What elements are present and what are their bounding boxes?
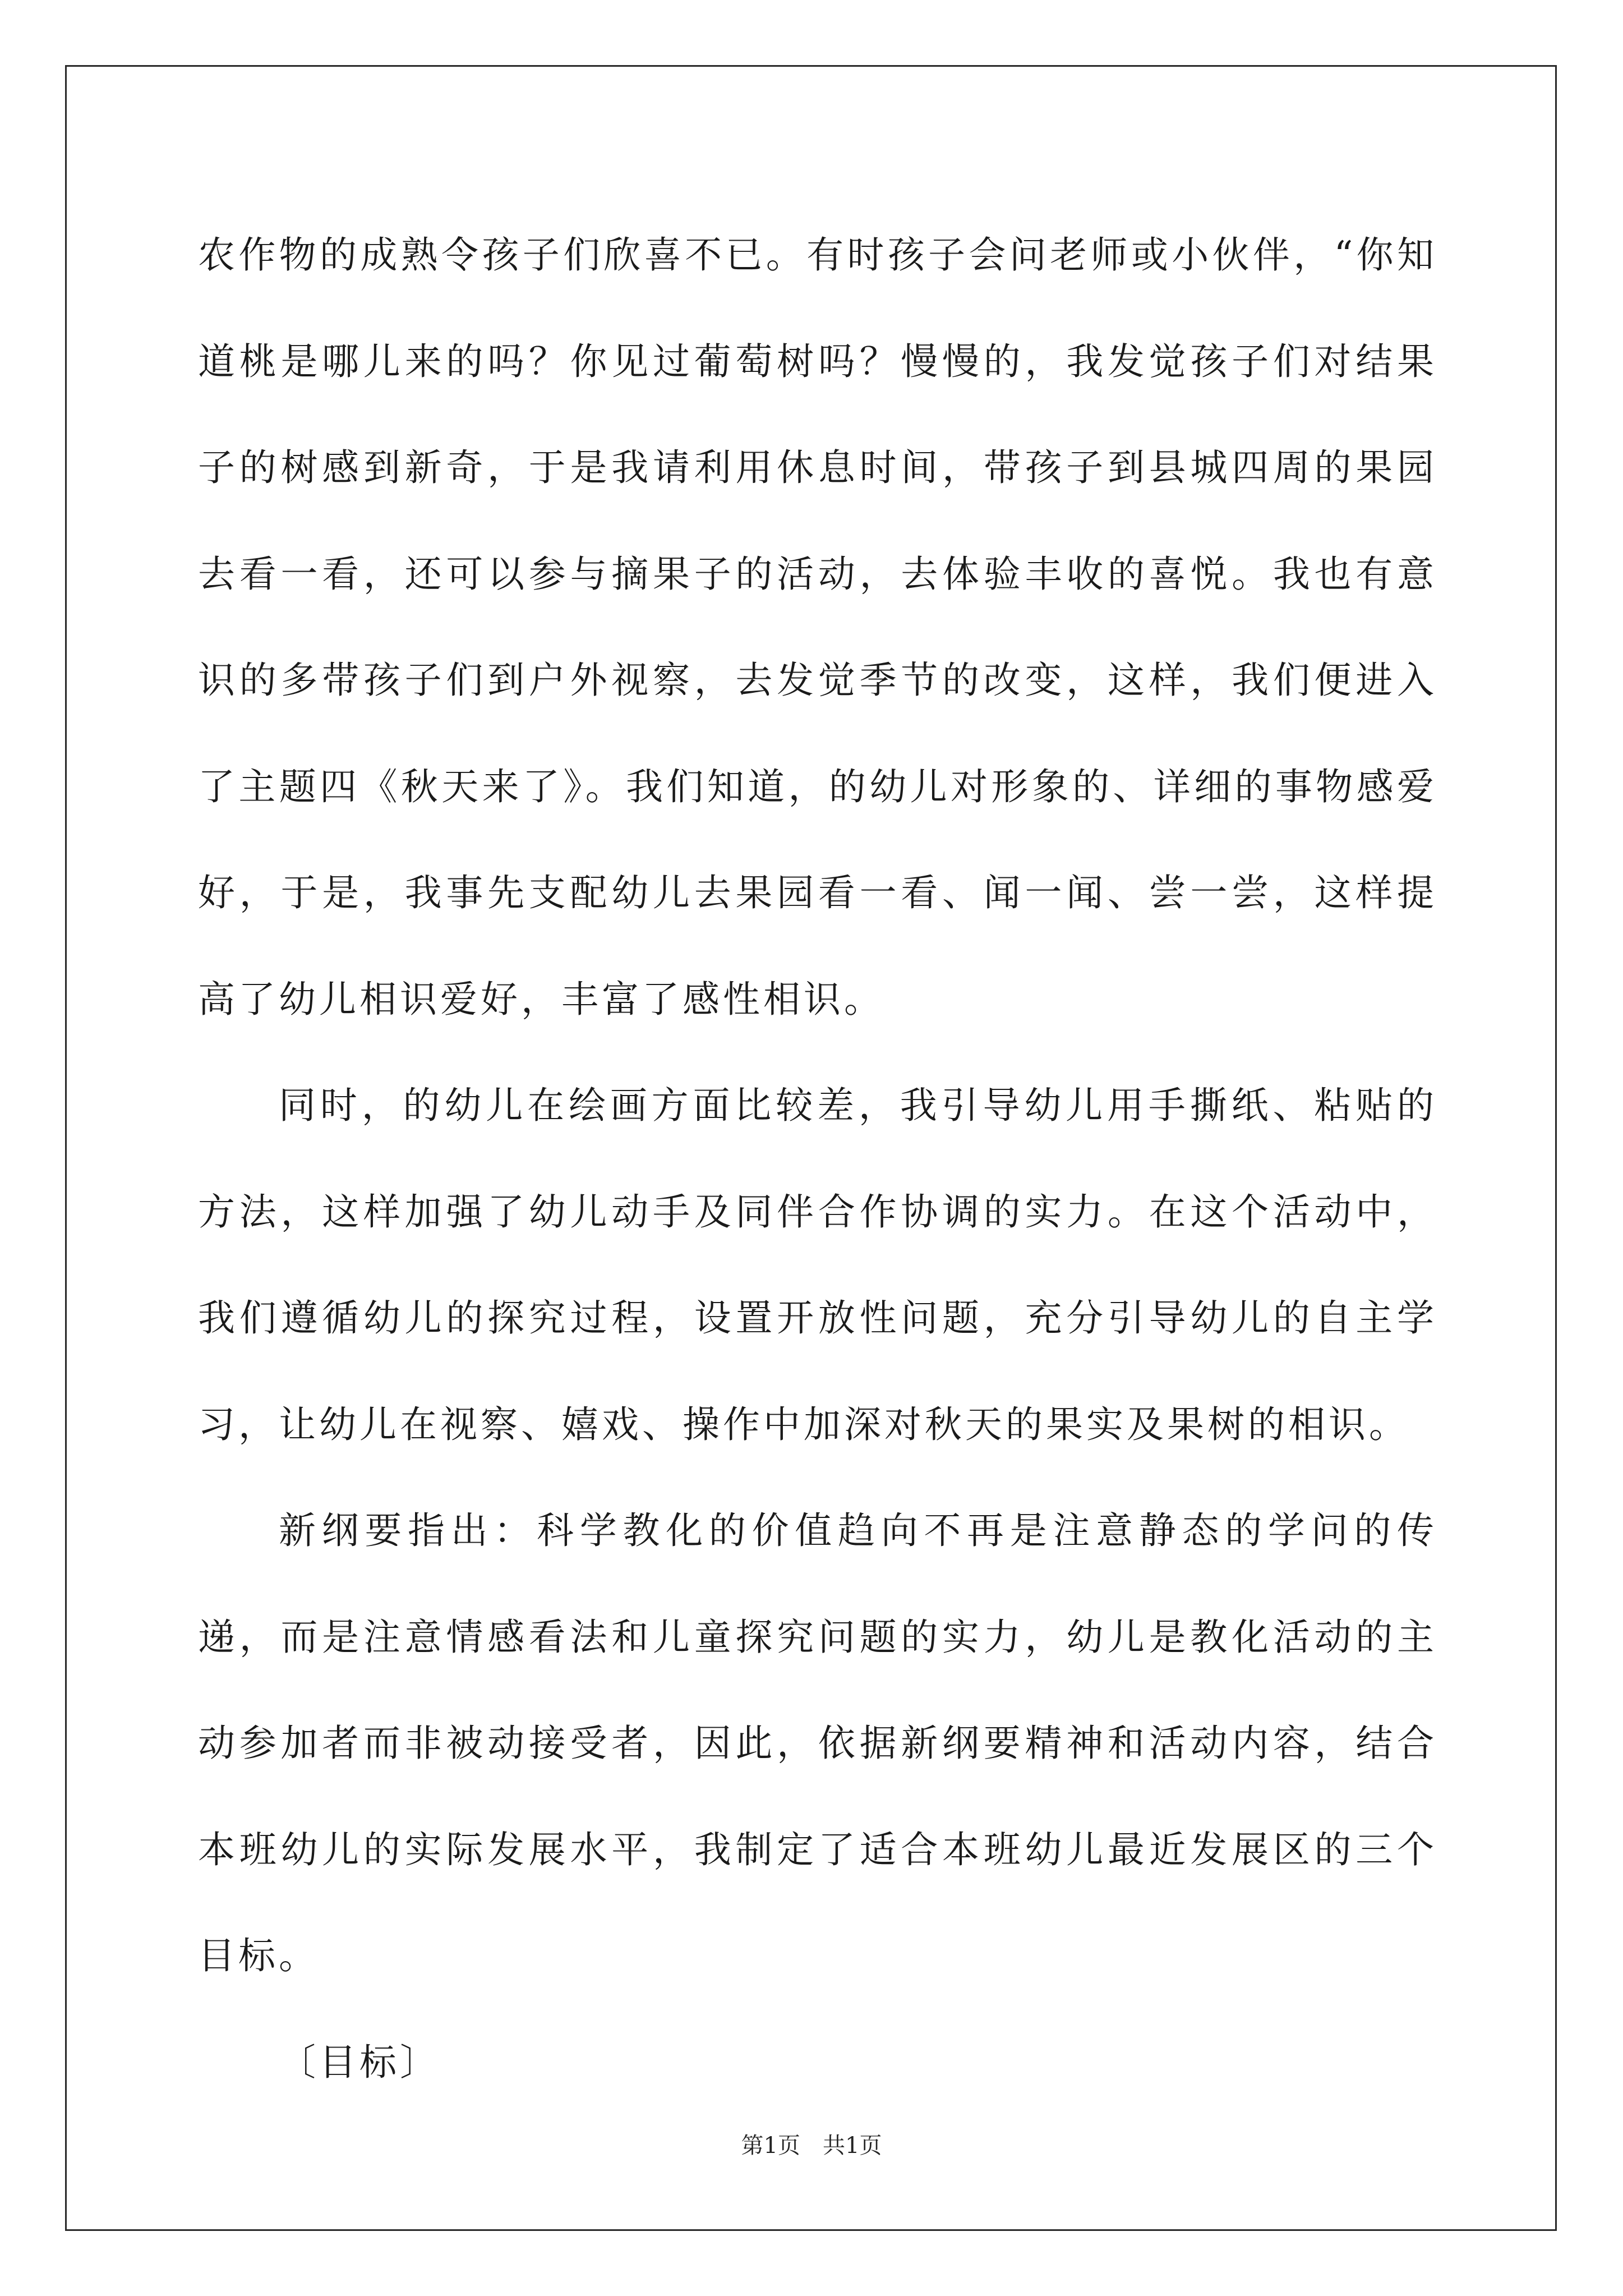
section-heading-goals: 〔目标〕 (279, 2040, 440, 2084)
paragraph-2: 同时，的幼儿在绘画方面比较差，我引导幼儿用手撕纸、粘贴的方法，这样加强了幼儿动手及同伴合作协调的实力。在这个活动中，我们遵循幼儿的探究过程，设置开放性问题，充分引导幼儿的自主学习，让幼儿在视察、嬉戏、操作中加深对秋天的果实及果树的相识。 (198, 1084, 1437, 1446)
paragraph-1: 农作物的成熟令孩子们欣喜不已。有时孩子会问老师或小伙伴，“你知道桃是哪儿来的吗？你见过葡萄树吗？慢慢的，我发觉孩子们对结果子的树感到新奇，于是我请利用休息时间，带孩子到县城四周的果园去看一看，还可以参与摘果子的活动，去体验丰收的喜悦。我也有意识的多带孩子们到户外视察，去发觉季节的改变，这样，我们便进入了主题四《秋天来了》。我们知道，的幼儿对形象的、详细的事物感爱好，于是，我事先支配幼儿去果园看一看、闻一闻、尝一尝，这样提高了幼儿相识爱好，丰富了感性相识。 (198, 233, 1437, 1021)
page-footer (0, 2132, 1623, 2160)
page-number: 第1页 (741, 2133, 800, 2159)
page-total: 共1页 (823, 2133, 882, 2159)
document-body (198, 202, 1437, 2115)
paragraph-3: 新纲要指出：科学教化的价值趋向不再是注意静态的学问的传递，而是注意情感看法和儿童探究问题的实力，幼儿是教化活动的主动参加者而非被动接受者，因此，依据新纲要精神和活动内容，结合本班幼儿的实际发展水平，我制定了适合本班幼儿最近发展区的三个目标。 (198, 1509, 1437, 1977)
